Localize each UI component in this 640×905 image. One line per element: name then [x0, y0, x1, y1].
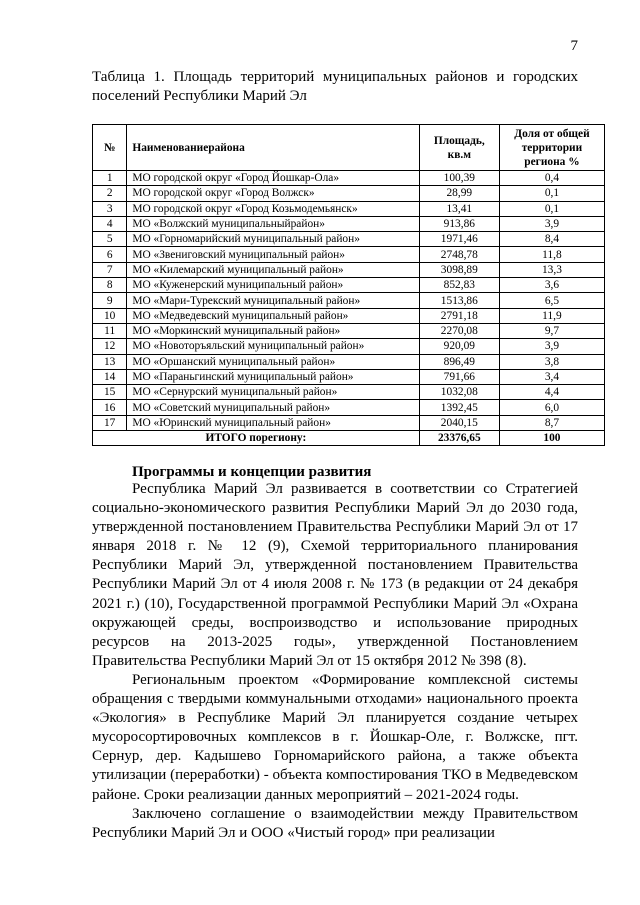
- row-num: 7: [93, 262, 127, 277]
- row-num: 14: [93, 369, 127, 384]
- row-num: 8: [93, 278, 127, 293]
- row-share: 4,4: [499, 385, 604, 400]
- table-caption: Таблица 1. Площадь территорий муниципальных районов и городских поселений Республики Марий Эл: [92, 69, 578, 104]
- table-row: [93, 171, 605, 186]
- row-num: 1: [93, 171, 127, 186]
- row-num: 5: [93, 232, 127, 247]
- row-num: 2: [93, 186, 127, 201]
- row-share: 13,3: [499, 262, 604, 277]
- row-name: МО «Сернурский муниципальный район»: [127, 385, 419, 400]
- header-share: Доля от общей территории региона %: [499, 125, 604, 171]
- table-row: [93, 232, 605, 247]
- paragraph: Заключено соглашение о взаимодействии между Правительством Республики Марий Эл и ООО «Чистый город» при реализации: [92, 805, 578, 841]
- regions-area-table: [92, 124, 605, 446]
- row-area: 852,83: [419, 278, 499, 293]
- row-name: МО городской округ «Город Йошкар-Ола»: [127, 171, 419, 186]
- page-number: 7: [570, 38, 578, 54]
- row-num: 16: [93, 400, 127, 415]
- row-area: 896,49: [419, 354, 499, 369]
- row-area: 2040,15: [419, 415, 499, 430]
- row-name: МО «Параньгинский муниципальный район»: [127, 369, 419, 384]
- table-row: [93, 216, 605, 231]
- row-share: 8,4: [499, 232, 604, 247]
- row-num: 4: [93, 216, 127, 231]
- row-share: 11,9: [499, 308, 604, 323]
- row-area: 13,41: [419, 201, 499, 216]
- row-share: 6,5: [499, 293, 604, 308]
- row-area: 1392,45: [419, 400, 499, 415]
- table-row: [93, 308, 605, 323]
- table-row: [93, 323, 605, 338]
- row-area: 791,66: [419, 369, 499, 384]
- row-share: 0,1: [499, 201, 604, 216]
- table-row: [93, 293, 605, 308]
- total-area: 23376,65: [419, 431, 499, 446]
- row-name: МО «Медведевский муниципальный район»: [127, 308, 419, 323]
- table-row: [93, 400, 605, 415]
- row-share: 0,1: [499, 186, 604, 201]
- total-share: 100: [499, 431, 604, 446]
- table-row: [93, 201, 605, 216]
- row-name: МО «Волжский муниципальныйрайон»: [127, 216, 419, 231]
- row-area: 2270,08: [419, 323, 499, 338]
- row-area: 1032,08: [419, 385, 499, 400]
- row-num: 11: [93, 323, 127, 338]
- row-num: 10: [93, 308, 127, 323]
- row-area: 1971,46: [419, 232, 499, 247]
- row-name: МО «Юринский муниципальный район»: [127, 415, 419, 430]
- row-name: МО «Куженерский муниципальный район»: [127, 278, 419, 293]
- table-row: [93, 369, 605, 384]
- section-body: [92, 480, 578, 843]
- row-share: 3,9: [499, 216, 604, 231]
- table-row: [93, 339, 605, 354]
- row-num: 12: [93, 339, 127, 354]
- row-area: 3098,89: [419, 262, 499, 277]
- header-area: Площадь, кв.м: [419, 125, 499, 171]
- row-num: 9: [93, 293, 127, 308]
- row-area: 1513,86: [419, 293, 499, 308]
- row-name: МО «Килемарский муниципальный район»: [127, 262, 419, 277]
- table-header-row: [93, 125, 605, 171]
- table-total-row: [93, 431, 605, 446]
- row-name: МО «Горномарийский муниципальный район»: [127, 232, 419, 247]
- row-name: МО «Советский муниципальный район»: [127, 400, 419, 415]
- table-body: [93, 171, 605, 431]
- row-area: 913,86: [419, 216, 499, 231]
- row-share: 6,0: [499, 400, 604, 415]
- table-row: [93, 278, 605, 293]
- table-row: [93, 186, 605, 201]
- row-num: 6: [93, 247, 127, 262]
- row-name: МО «Новоторъяльский муниципальный район»: [127, 339, 419, 354]
- row-name: МО «Мари-Турекский муниципальный район»: [127, 293, 419, 308]
- row-share: 3,8: [499, 354, 604, 369]
- row-area: 920,09: [419, 339, 499, 354]
- row-num: 15: [93, 385, 127, 400]
- row-share: 3,6: [499, 278, 604, 293]
- row-share: 3,4: [499, 369, 604, 384]
- table-row: [93, 385, 605, 400]
- row-area: 100,39: [419, 171, 499, 186]
- row-num: 17: [93, 415, 127, 430]
- row-name: МО городской округ «Город Козьмодемьянск»: [127, 201, 419, 216]
- section-heading: Программы и концепции развития: [132, 464, 372, 480]
- row-share: 9,7: [499, 323, 604, 338]
- row-share: 3,9: [499, 339, 604, 354]
- row-share: 11,8: [499, 247, 604, 262]
- row-area: 2748,78: [419, 247, 499, 262]
- table-row: [93, 415, 605, 430]
- row-name: МО городской округ «Город Волжск»: [127, 186, 419, 201]
- paragraph: Республика Марий Эл развивается в соответствии со Стратегией социально-экономического развития Республики Марий Эл до 2030 года, утвержденной постановлением Правительства Республики Марий Эл от 17 января 2018 г. № 12 (9), Схемой территориального планирования Республики Марий Эл, утвержденной постановлением Правительства Республики Марий Эл от 4 июля 2008 г. № 173 (в редакции от 24 декабря 2021 г.) (10), Государственной программой Республики Марий Эл «Охрана окружающей среды, воспроизводство и использование природных ресурсов на 2013-2025 годы», утвержденной Постановлением Правительства Республики Марий Эл от 15 октября 2012 № 398 (8).: [92, 481, 578, 669]
- row-area: 28,99: [419, 186, 499, 201]
- row-share: 0,4: [499, 171, 604, 186]
- row-num: 3: [93, 201, 127, 216]
- table-row: [93, 247, 605, 262]
- row-share: 8,7: [499, 415, 604, 430]
- row-num: 13: [93, 354, 127, 369]
- row-area: 2791,18: [419, 308, 499, 323]
- header-name: Наименованиерайона: [127, 125, 419, 171]
- total-label: ИТОГО порегиону:: [93, 431, 420, 446]
- table-row: [93, 262, 605, 277]
- row-name: МО «Звениговский муниципальный район»: [127, 247, 419, 262]
- row-name: МО «Моркинский муниципальный район»: [127, 323, 419, 338]
- table-row: [93, 354, 605, 369]
- row-name: МО «Оршанский муниципальный район»: [127, 354, 419, 369]
- header-num: №: [93, 125, 127, 171]
- paragraph: Региональным проектом «Формирование комплексной системы обращения с твердыми коммунальными отходами» национального проекта «Экология» в Республике Марий Эл планируется создание четырех мусоросортировочных комплексов в г. Йошкар-Оле, г. Волжске, пгт. Сернур, дер. Кадышево Горномарийского района, а также объекта утилизации (переработки) - объекта компостирования ТКО в Медведевском районе. Сроки реализации данных мероприятий – 2021-2024 годы.: [92, 671, 578, 803]
